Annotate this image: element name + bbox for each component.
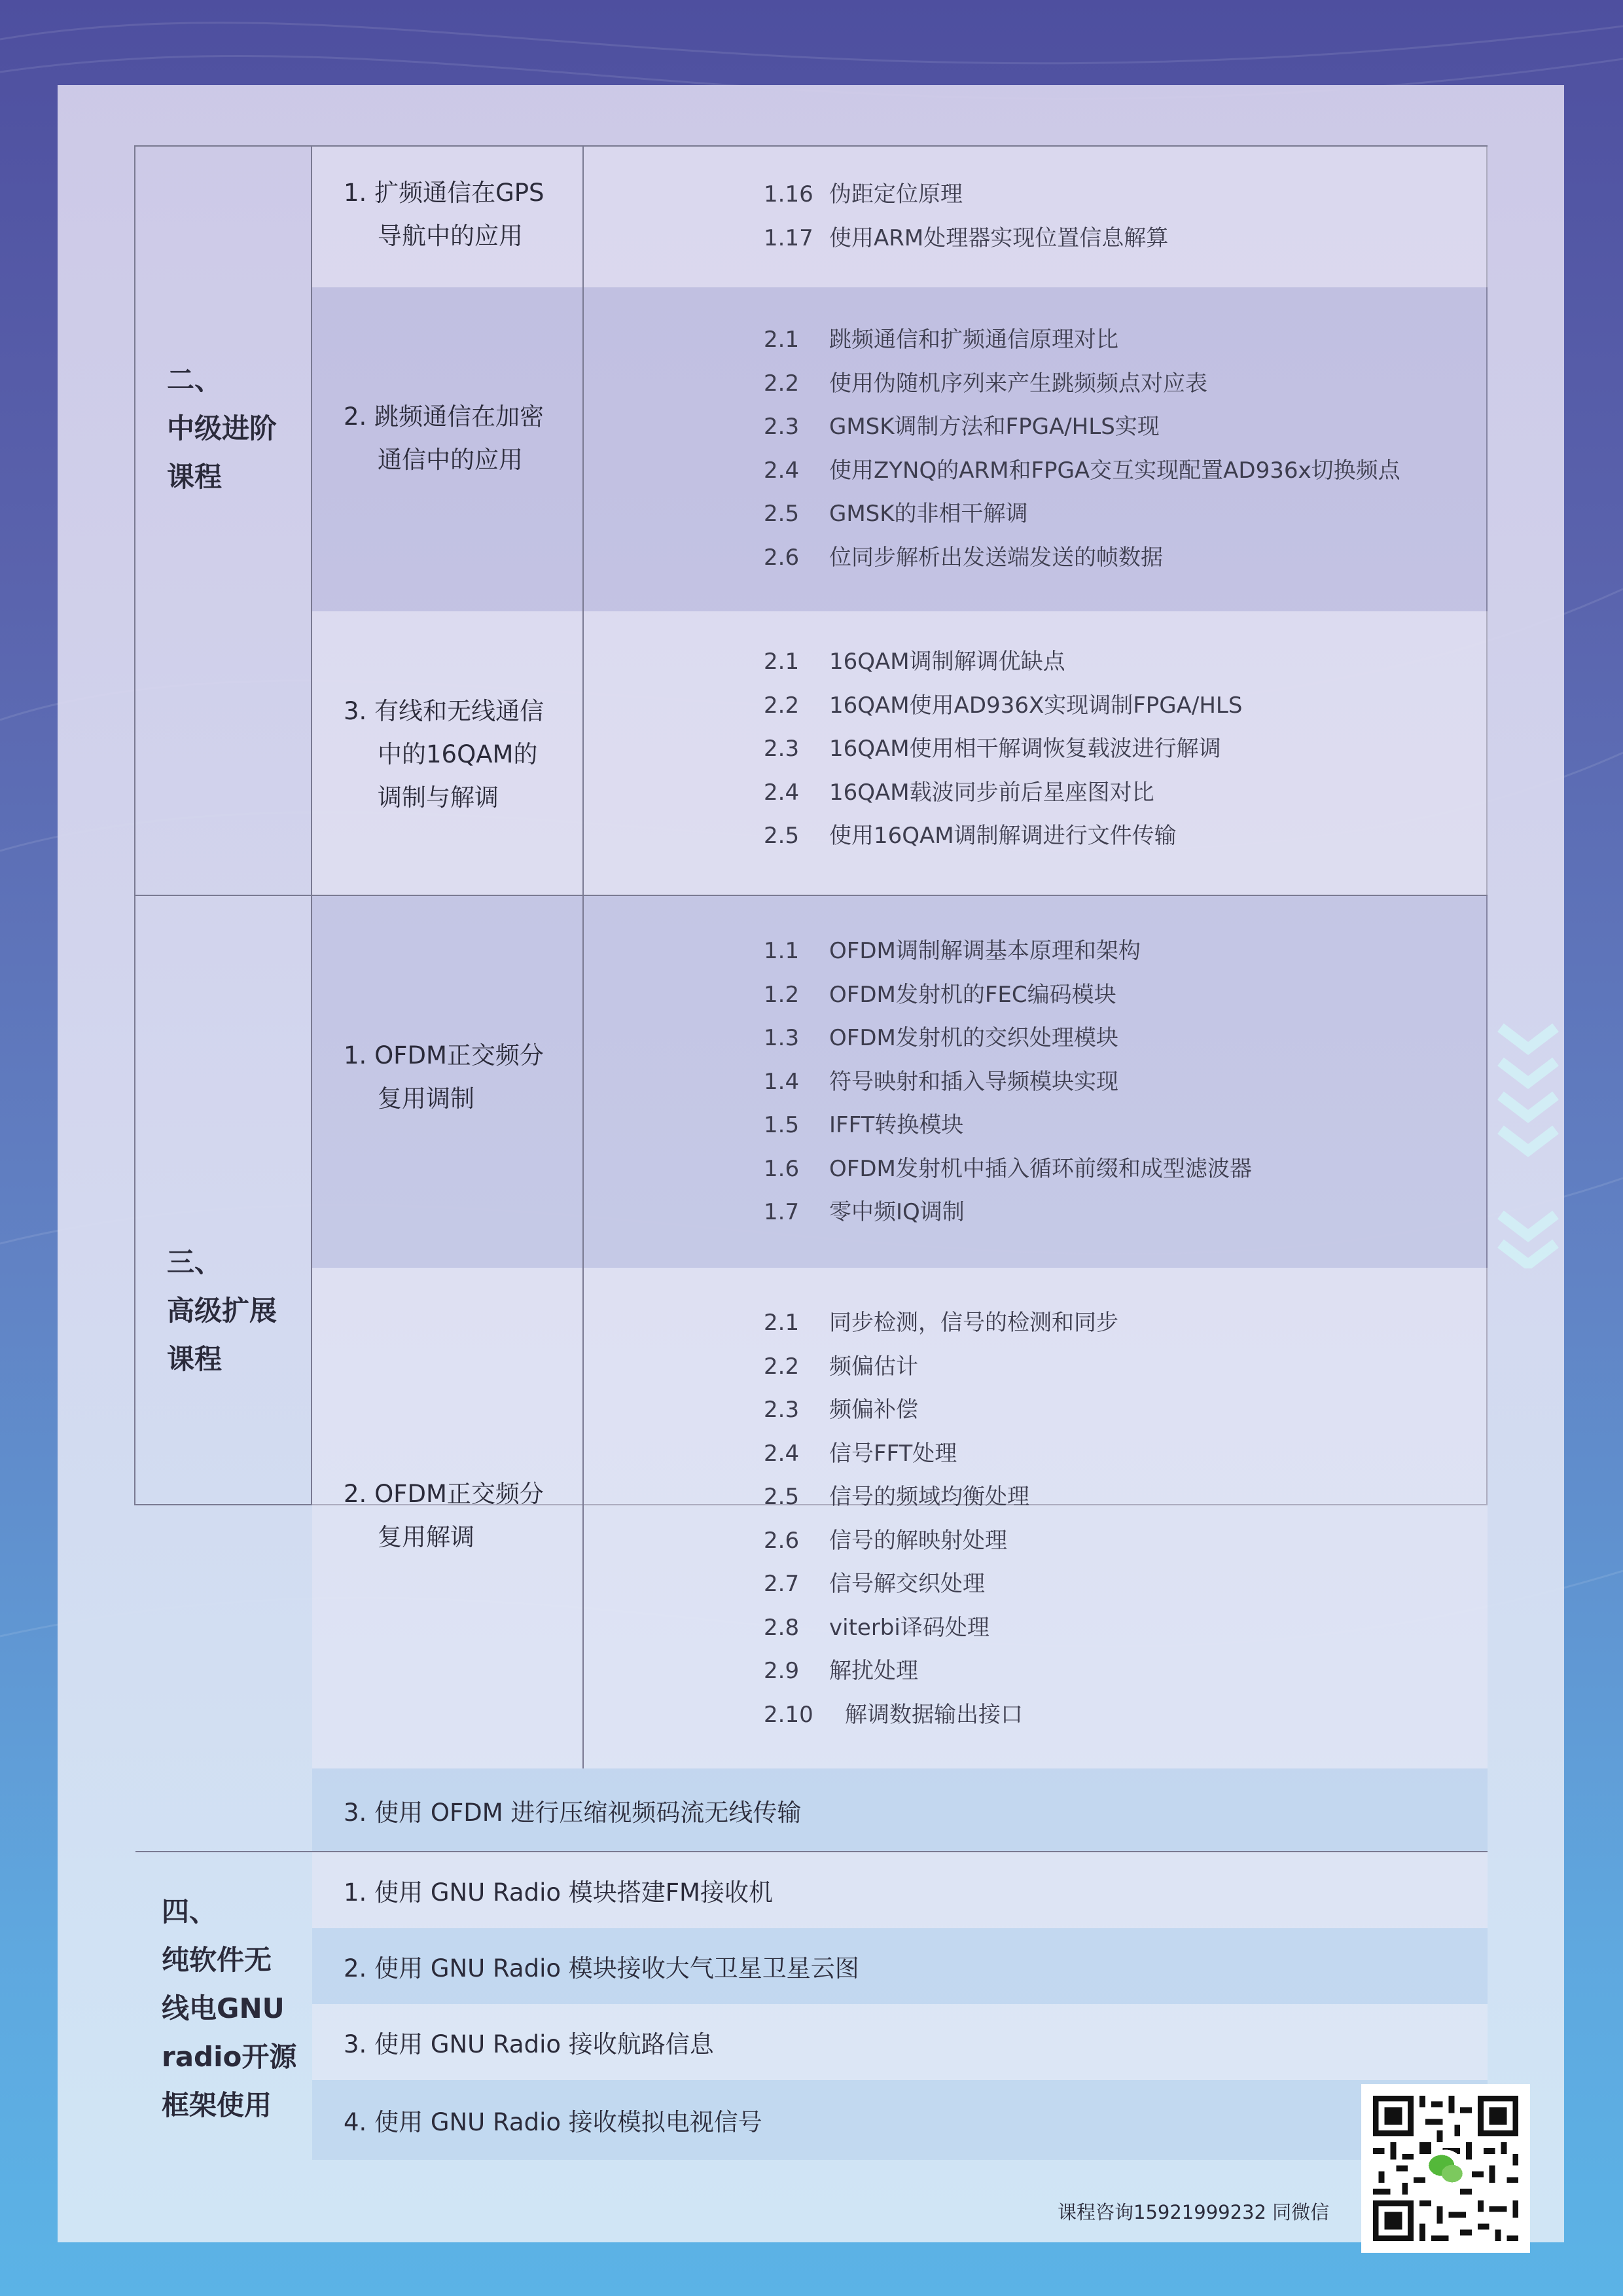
list-item: 2.2 频偏估计 xyxy=(764,1353,918,1380)
list-item: 2.5 使用16QAM调制解调进行文件传输 xyxy=(764,823,1177,849)
list-item: 1.3 OFDM发射机的交织处理模块 xyxy=(764,1025,1118,1051)
list-item: 2.4 使用ZYNQ的ARM和FPGA交互实现配置AD936x切换频点 xyxy=(764,457,1400,484)
list-item: 2.7 信号解交织处理 xyxy=(764,1571,985,1597)
divider-v1 xyxy=(311,147,312,1505)
list-item: 2.6 信号的解映射处理 xyxy=(764,1527,1007,1554)
list-item: 1.7 零中频IQ调制 xyxy=(764,1199,965,1225)
list-item: 1.6 OFDM发射机中插入循环前缀和成型滤波器 xyxy=(764,1155,1252,1182)
section-gnu-radio-title: 四、 纯软件无 线电GNU radio开源 框架使用 xyxy=(162,1895,297,2121)
divider-v2 xyxy=(582,147,584,1768)
wechat-qr-code-icon xyxy=(1361,2084,1530,2253)
list-item: 1.4 符号映射和插入导频模块实现 xyxy=(764,1068,1118,1095)
topic-ofdm-demodulation-items xyxy=(764,1301,1118,1736)
wechat-logo-icon xyxy=(1427,2150,1465,2187)
list-item: 2.1 同步检测，信号的检测和同步 xyxy=(764,1310,1118,1336)
list-item: 2.3 频偏补偿 xyxy=(764,1397,918,1423)
gnu-radio-row-4: 4. 使用 GNU Radio 接收模拟电视信号 xyxy=(344,2108,762,2136)
list-item: 1.5 IFFT转换模块 xyxy=(764,1112,964,1138)
list-item: 1.1 OFDM调制解调基本原理和架构 xyxy=(764,938,1141,964)
list-item: 2.9 解扰处理 xyxy=(764,1658,918,1684)
list-item: 2.5 GMSK的非相干解调 xyxy=(764,501,1028,527)
course-table xyxy=(134,145,1488,2136)
topic-frequency-hopping-items xyxy=(764,318,1400,579)
list-item: 2.3 GMSK调制方法和FPGA/HLS实现 xyxy=(764,414,1160,440)
topic-ofdm-demodulation: 2. OFDM正交频分 复用解调 xyxy=(344,1480,544,1551)
list-item: 2.1 16QAM调制解调优缺点 xyxy=(764,649,1065,675)
topic-ofdm-modulation: 1. OFDM正交频分 复用调制 xyxy=(344,1041,544,1113)
list-item: 2.8 viterbi译码处理 xyxy=(764,1614,990,1641)
list-item: 2.6 位同步解析出发送端发送的帧数据 xyxy=(764,544,1163,571)
divider-section-3 xyxy=(135,895,1488,896)
topic-16qam: 3. 有线和无线通信 中的16QAM的 调制与解调 xyxy=(344,697,544,812)
list-item: 2.4 信号FFT处理 xyxy=(764,1440,957,1467)
gnu-radio-row-3: 3. 使用 GNU Radio 接收航路信息 xyxy=(344,2030,714,2058)
topic-ofdm-video-transmission: 3. 使用 OFDM 进行压缩视频码流无线传输 xyxy=(344,1799,802,1827)
list-item: 2.10 解调数据输出接口 xyxy=(764,1701,1023,1728)
topic-gps-items xyxy=(764,173,1168,260)
gnu-radio-row-2: 2. 使用 GNU Radio 模块接收大气卫星卫星云图 xyxy=(344,1954,859,1982)
list-item: 2.2 使用伪随机序列来产生跳频频点对应表 xyxy=(764,370,1207,397)
topic-16qam-items xyxy=(764,640,1242,858)
section-intermediate-title: 二、 中级进阶 课程 xyxy=(167,364,277,493)
section-advanced-title: 三、 高级扩展 课程 xyxy=(167,1246,277,1375)
list-item: 1.16 伪距定位原理 xyxy=(764,181,963,207)
topic-gps: 1. 扩频通信在GPS 导航中的应用 xyxy=(344,179,544,250)
topic-ofdm-modulation-items xyxy=(764,929,1252,1234)
gnu-radio-row-1: 1. 使用 GNU Radio 模块搭建FM接收机 xyxy=(344,1878,773,1907)
topic-frequency-hopping: 2. 跳频通信在加密 通信中的应用 xyxy=(344,403,544,474)
chevron-down-icon-small xyxy=(1495,1210,1561,1268)
contact-text: 课程咨询15921999232 同微信 xyxy=(1058,2201,1330,2223)
list-item: 1.17 使用ARM处理器实现位置信息解算 xyxy=(764,224,1169,251)
list-item: 2.1 跳频通信和扩频通信原理对比 xyxy=(764,327,1118,353)
list-item: 1.2 OFDM发射机的FEC编码模块 xyxy=(764,981,1116,1008)
list-item: 2.2 16QAM使用AD936X实现调制FPGA/HLS xyxy=(764,692,1243,719)
list-item: 2.3 16QAM使用相干解调恢复载波进行解调 xyxy=(764,736,1221,762)
chevron-down-icon xyxy=(1495,1022,1561,1179)
list-item: 2.4 16QAM载波同步前后星座图对比 xyxy=(764,779,1154,806)
list-item: 2.5 信号的频域均衡处理 xyxy=(764,1484,1029,1510)
